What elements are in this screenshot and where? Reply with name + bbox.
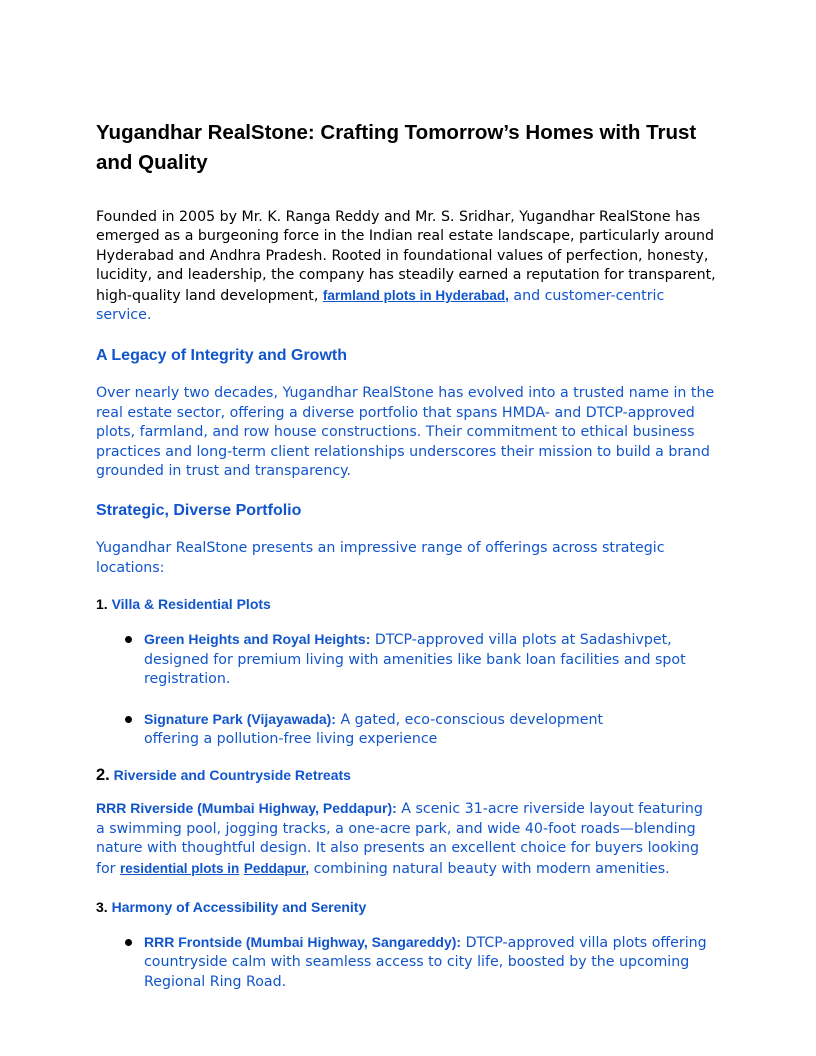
section-1-number: 1. bbox=[96, 596, 108, 613]
portfolio-paragraph: Yugandhar RealStone presents an impressive range of offerings across strategic locations: bbox=[96, 540, 665, 576]
list-item-text: DTCP-approved villa plots offering countryside calm with seamless access to city life, boosted by the upcoming Regional Ring Road. bbox=[144, 934, 707, 990]
farmland-plots-link[interactable]: farmland plots in Hyderabad, bbox=[322, 287, 509, 303]
section-3-number: 3. bbox=[96, 898, 108, 915]
document-page bbox=[96, 118, 716, 992]
list-item-text: A gated, eco-conscious development offering a pollution-free living experience bbox=[144, 711, 604, 747]
section-1-heading bbox=[96, 594, 716, 614]
section-2-paragraph bbox=[96, 799, 716, 879]
section-1-title: Villa & Residential Plots bbox=[111, 596, 271, 613]
section-2-title: Riverside and Countryside Retreats bbox=[113, 767, 351, 784]
intro-text: Founded in 2005 by Mr. K. Ranga Reddy and Mr. S. Sridhar, Yugandhar RealStone has emerged as a burgeoning force in the Indian real estate landscape, particularly around Hyderabad and Andhra Pradesh. Rooted in foundational values of perfection, honesty, lucidity, and leadership, the company has steadily earned a reputation for transparent, high-quality land development, bbox=[96, 209, 716, 304]
section-2-text: A scenic 31-acre riverside layout featuring a swimming pool, jogging tracks, a one-acre park, and wide 40-foot roads—blending nature with thoughtful design. It also presents an excellent choice for buyers looking for bbox=[96, 801, 703, 877]
intro-tail: and customer-centric service. bbox=[96, 287, 665, 324]
peddapur-link[interactable]: Peddapur, bbox=[243, 860, 310, 876]
section-1-list bbox=[96, 630, 716, 749]
list-item bbox=[144, 710, 716, 750]
list-item-bold: Green Heights and Royal Heights: bbox=[144, 631, 371, 648]
section-3-heading bbox=[96, 897, 716, 917]
portfolio-heading: Strategic, Diverse Portfolio bbox=[96, 502, 302, 520]
page-title: Yugandhar RealStone: Crafting Tomorrow’s Homes with Trust and Quality bbox=[96, 121, 697, 174]
section-2-heading bbox=[96, 765, 716, 785]
section-2-tail: combining natural beauty with modern amenities. bbox=[309, 860, 670, 877]
section-3-title: Harmony of Accessibility and Serenity bbox=[111, 898, 367, 915]
list-item-bold: Signature Park (Vijayawada): bbox=[144, 710, 336, 727]
list-item bbox=[144, 933, 716, 992]
section-2-number: 2. bbox=[96, 766, 110, 785]
list-item bbox=[144, 630, 716, 689]
list-item-bold: RRR Frontside (Mumbai Highway, Sangareddy): bbox=[144, 933, 462, 950]
legacy-heading: A Legacy of Integrity and Growth bbox=[96, 347, 347, 365]
residential-plots-link[interactable]: residential plots in bbox=[120, 860, 240, 876]
list-item-text: DTCP-approved villa plots at Sadashivpet, designed for premium living with amenities like bank loan facilities and spot registration. bbox=[144, 632, 686, 688]
legacy-paragraph: Over nearly two decades, Yugandhar RealStone has evolved into a trusted name in the real estate sector, offering a diverse portfolio that spans HMDA- and DTCP-approved plots, farmland, and row house constructions. Their commitment to ethical business practices and long-term client relationships underscores their mission to build a brand grounded in trust and transparency. bbox=[96, 385, 715, 480]
section-3-list bbox=[96, 933, 716, 992]
section-2-bold: RRR Riverside (Mumbai Highway, Peddapur): bbox=[96, 800, 397, 817]
intro-paragraph bbox=[96, 208, 716, 325]
